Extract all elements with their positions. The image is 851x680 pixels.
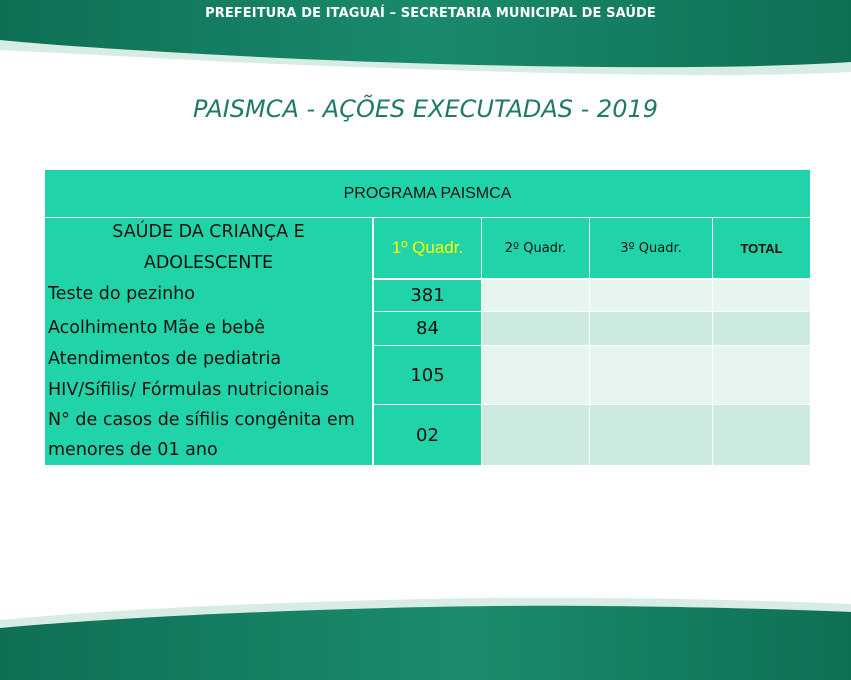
value-sifilis-q1: 02 xyxy=(374,405,481,465)
section-title-line-1: SAÚDE DA CRIANÇA E xyxy=(112,222,305,242)
footer-band xyxy=(0,590,851,680)
empty-cell xyxy=(713,312,810,345)
program-header: PROGRAMA PAISMCA xyxy=(45,170,810,217)
row-label-sifilis-line-1: N° de casos de sífilis congênita em xyxy=(48,410,355,430)
empty-cell xyxy=(590,312,712,345)
page-title: PAISMCA - AÇÕES EXECUTADAS - 2019 xyxy=(193,95,658,123)
row-label-pediatria-line-1: Atendimentos de pediatria xyxy=(48,349,282,369)
column-header-q1: 1º Quadr. xyxy=(374,218,481,278)
empty-cell xyxy=(590,280,712,311)
column-header-q3: 3º Quadr. xyxy=(590,218,712,278)
empty-cell xyxy=(713,405,810,465)
header-text: PREFEITURA DE ITAGUAÍ – SECRETARIA MUNICIPAL DE SAÚDE xyxy=(205,6,656,21)
row-label-acolhimento: Acolhimento Mãe e bebê xyxy=(48,318,266,338)
row-label-pediatria-line-2: HIV/Sífilis/ Fórmulas nutricionais xyxy=(48,380,330,400)
value-teste-pezinho-q1: 381 xyxy=(374,280,481,311)
value-pediatria-q1: 105 xyxy=(374,346,481,404)
empty-cell xyxy=(713,280,810,311)
empty-cell xyxy=(482,280,589,311)
column-header-total: TOTAL xyxy=(713,218,810,278)
paismca-table xyxy=(45,170,810,465)
empty-cell xyxy=(713,346,810,404)
row-label-teste-pezinho: Teste do pezinho xyxy=(48,284,195,304)
empty-cell xyxy=(482,346,589,404)
value-acolhimento-q1: 84 xyxy=(374,312,481,345)
actions-column xyxy=(45,218,372,465)
section-title-line-2: ADOLESCENTE xyxy=(143,253,274,273)
column-header-q2: 2º Quadr. xyxy=(482,218,589,278)
empty-cell xyxy=(482,312,589,345)
empty-cell xyxy=(590,405,712,465)
row-label-sifilis-line-2: menores de 01 ano xyxy=(48,440,218,460)
empty-cell xyxy=(482,405,589,465)
empty-cell xyxy=(590,346,712,404)
